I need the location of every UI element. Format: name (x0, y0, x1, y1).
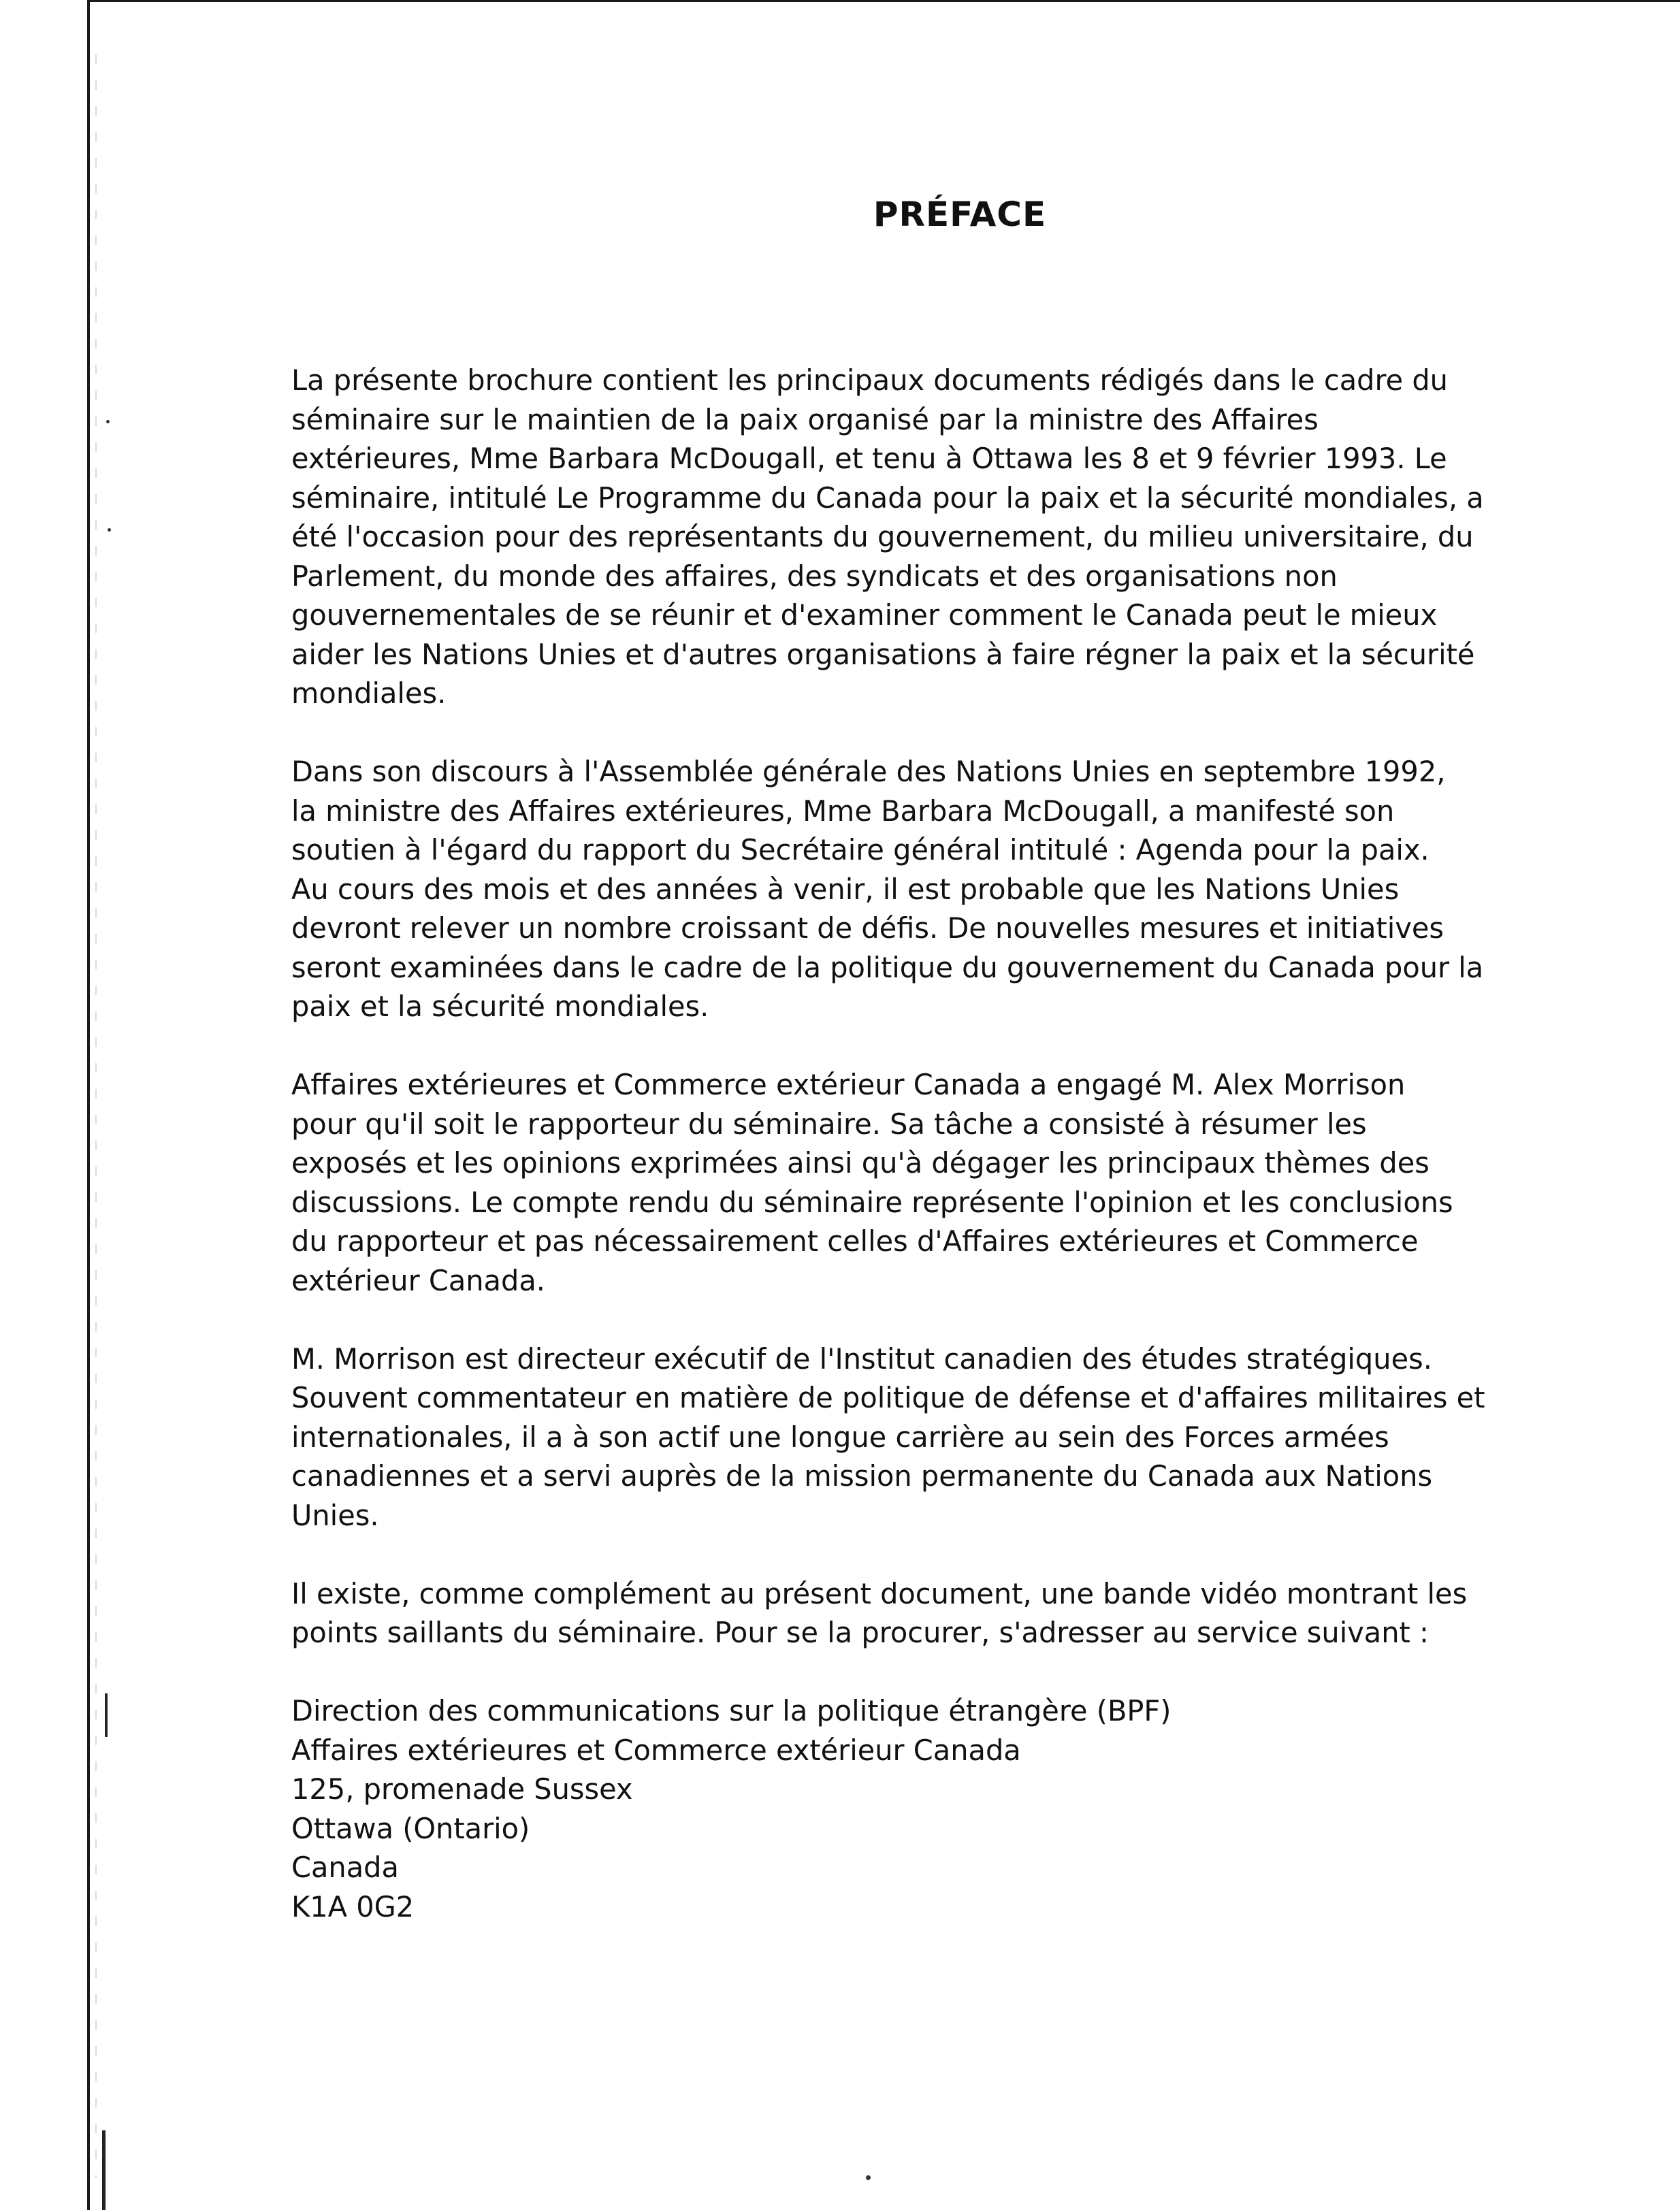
text-line: la ministre des Affaires extérieures, Mme Barbara McDougall, a manifesté son (291, 794, 1395, 828)
scan-edge-left-faint (95, 54, 97, 2178)
paragraph-rapporteur (291, 1065, 1626, 1300)
text-line: mondiales. (291, 677, 447, 710)
text-line: discussions. Le compte rendu du séminaire représente l'opinion et les conclusions (291, 1185, 1453, 1219)
text-line: soutien à l'égard du rapport du Secrétaire général intitulé : Agenda pour la paix. (291, 833, 1429, 866)
speck (108, 528, 111, 532)
address-line: K1A 0G2 (291, 1889, 415, 1923)
text-line: du rapporteur et pas nécessairement celles d'Affaires extérieures et Commerce (291, 1224, 1419, 1258)
text-line: Affaires extérieures et Commerce extérieur Canada a engagé M. Alex Morrison (291, 1068, 1406, 1101)
paragraph-intro (291, 361, 1626, 713)
document-body (291, 361, 1626, 1926)
text-line: points saillants du séminaire. Pour se la procurer, s'adresser au service suivant : (291, 1616, 1429, 1649)
text-line: gouvernementales de se réunir et d'examiner comment le Canada peut le mieux (291, 598, 1438, 632)
scan-edge-top (88, 0, 1680, 2)
text-line: extérieur Canada. (291, 1263, 545, 1297)
text-line: séminaire sur le maintien de la paix organisé par la ministre des Affaires (291, 402, 1319, 436)
text-line: Parlement, du monde des affaires, des syndicats et des organisations non (291, 559, 1338, 593)
scan-mark (105, 1693, 108, 1737)
text-line: extérieures, Mme Barbara McDougall, et tenu à Ottawa les 8 et 9 février 1993. Le (291, 442, 1447, 475)
text-line: Unies. (291, 1498, 379, 1532)
page-title: PRÉFACE (873, 195, 1047, 234)
address-line: 125, promenade Sussex (291, 1772, 633, 1806)
address-line: Ottawa (Ontario) (291, 1811, 530, 1845)
paragraph-morrison (291, 1339, 1626, 1535)
scan-mark (102, 2130, 106, 2210)
paragraph-video (291, 1574, 1626, 1653)
text-line: Dans son discours à l'Assemblée générale des Nations Unies en septembre 1992, (291, 755, 1446, 788)
text-line: canadiennes et a servi auprès de la mission permanente du Canada aux Nations (291, 1459, 1433, 1493)
text-line: devront relever un nombre croissant de défis. De nouvelles mesures et initiatives (291, 911, 1444, 945)
text-line: Il existe, comme complément au présent document, une bande vidéo montrant les (291, 1576, 1468, 1610)
paragraph-agenda (291, 752, 1626, 1026)
text-line: M. Morrison est directeur exécutif de l'Institut canadien des études stratégiques. (291, 1342, 1432, 1376)
address-line: Affaires extérieures et Commerce extérieur Canada (291, 1733, 1021, 1767)
text-line: paix et la sécurité mondiales. (291, 990, 709, 1023)
scan-edge-left (87, 0, 90, 2210)
text-line: Souvent commentateur en matière de politique de défense et d'affaires militaires et (291, 1381, 1485, 1414)
text-line: aider les Nations Unies et d'autres organisations à faire régner la paix et la sécurité (291, 637, 1475, 671)
speck (866, 2175, 871, 2180)
text-line: seront examinées dans le cadre de la politique du gouvernement du Canada pour la (291, 950, 1484, 984)
text-line: Au cours des mois et des années à venir, il est probable que les Nations Unies (291, 872, 1400, 906)
text-line: été l'occasion pour des représentants du gouvernement, du milieu universitaire, du (291, 520, 1474, 553)
text-line: séminaire, intitulé Le Programme du Canada pour la paix et la sécurité mondiales, a (291, 481, 1484, 515)
address-line: Direction des communications sur la politique étrangère (BPF) (291, 1694, 1172, 1727)
address-line: Canada (291, 1851, 399, 1884)
text-line: pour qu'il soit le rapporteur du séminaire. Sa tâche a consisté à résumer les (291, 1107, 1367, 1141)
speck (106, 420, 110, 423)
contact-address (291, 1691, 1626, 1926)
text-line: exposés et les opinions exprimées ainsi qu'à dégager les principaux thèmes des (291, 1146, 1429, 1180)
text-line: internationales, il a à son actif une longue carrière au sein des Forces armées (291, 1420, 1389, 1454)
text-line: La présente brochure contient les principaux documents rédigés dans le cadre du (291, 363, 1448, 397)
